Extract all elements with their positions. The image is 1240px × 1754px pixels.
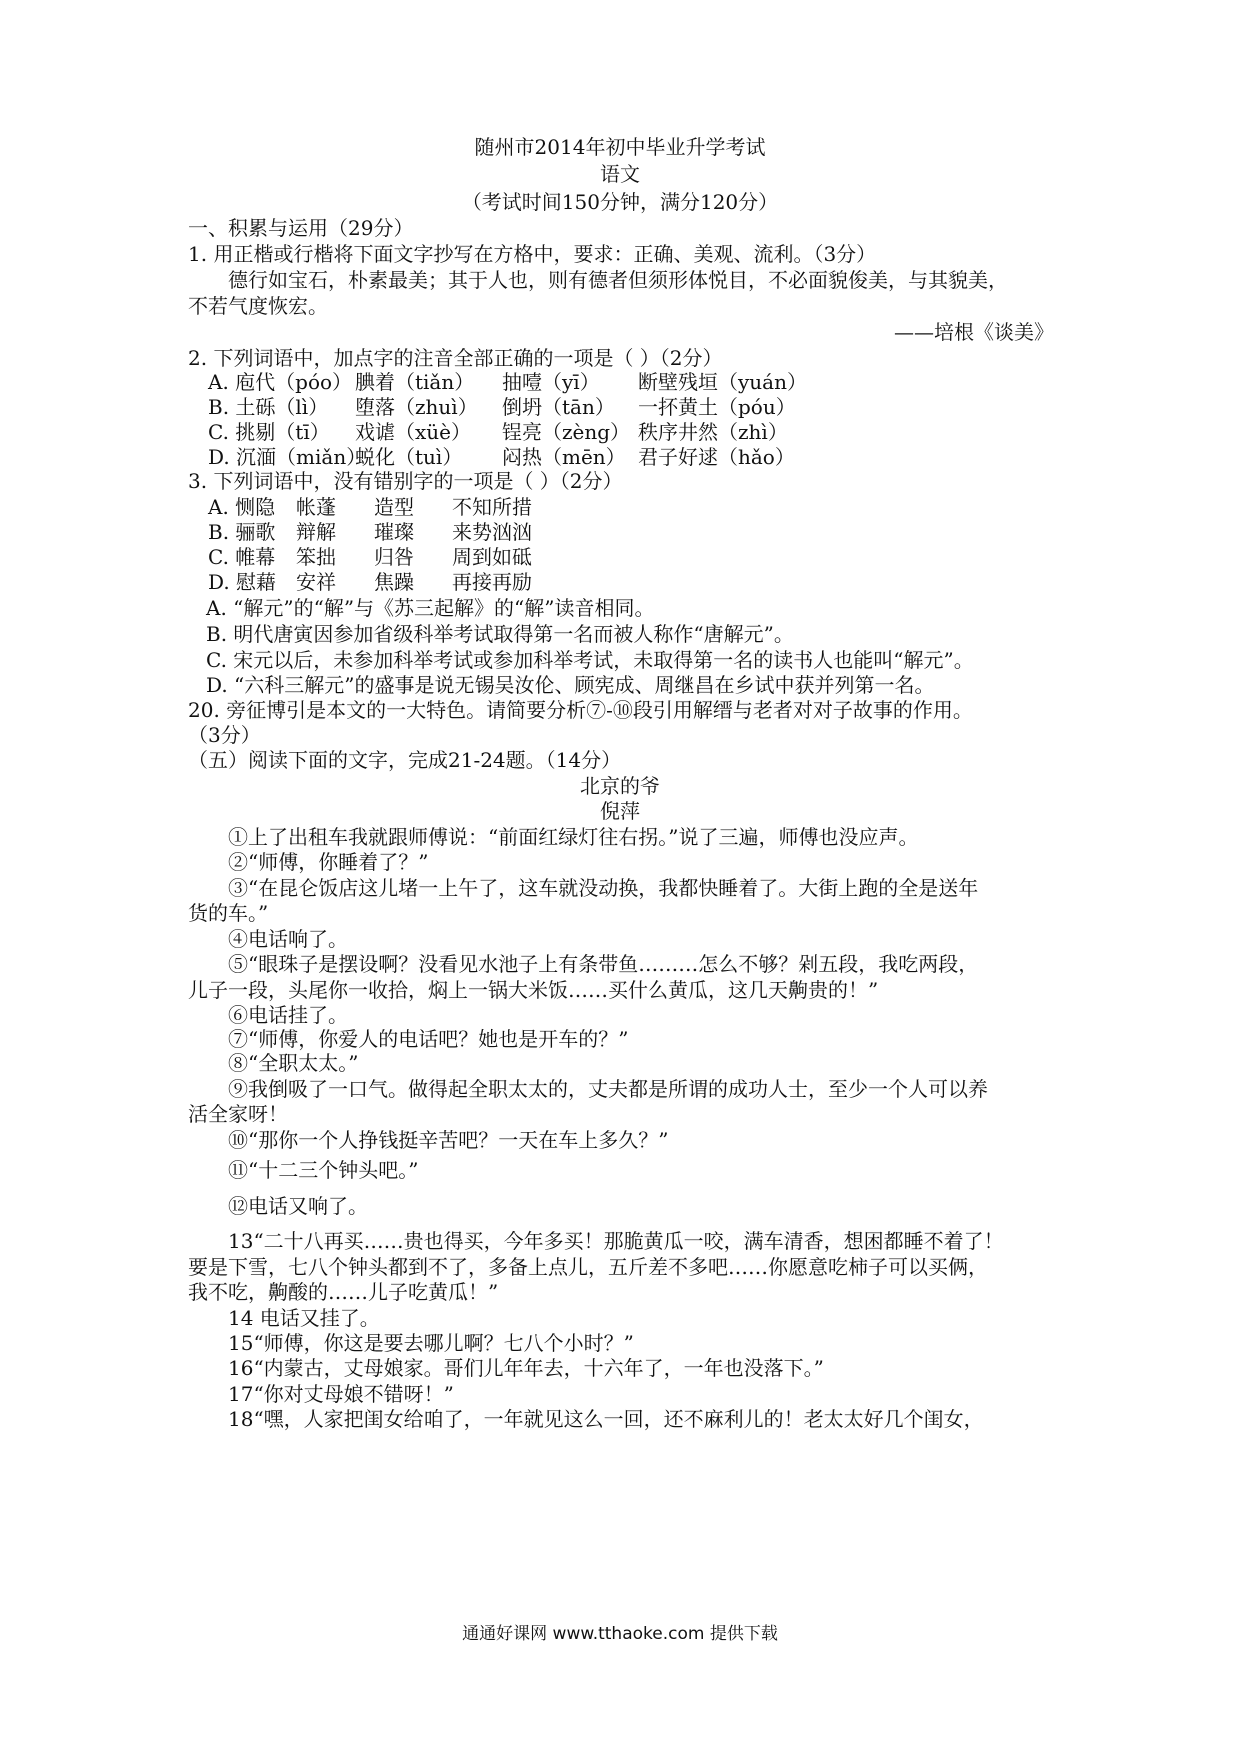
paragraph: ①上了出租车我就跟师傅说：“前面红绿灯往右拐。”说了三遍，师傅也没应声。: [228, 825, 919, 849]
paragraph: 17“你对丈母娘不错呀！”: [228, 1382, 454, 1406]
q19-option-b: B. 明代唐寅因参加省级科举考试取得第一名而被人称作“唐解元”。: [206, 622, 794, 646]
option-word: 锃亮（zèng）: [502, 420, 631, 444]
option-word: 笨拙: [296, 545, 336, 569]
option-a: A. 恻隐: [208, 495, 276, 519]
paragraph: ⑩“那你一个人挣钱挺辛苦吧？一天在车上多久？”: [228, 1128, 669, 1152]
paragraph: ③“在昆仑饭店这儿堵一上午了，这车就没动换，我都快睡着了。大街上跑的全是送年: [228, 876, 979, 900]
option-word: 断壁残垣（yuán）: [638, 370, 807, 394]
option-word: 归咎: [374, 545, 414, 569]
option-word: 安祥: [296, 570, 336, 594]
option-word: 焦躁: [374, 570, 414, 594]
paragraph: 16“内蒙古，丈母娘家。哥们儿年年去，十六年了，一年也没落下。”: [228, 1356, 824, 1380]
option-word: 周到如砥: [452, 545, 532, 569]
paragraph: 我不吃，齁酸的……儿子吃黄瓜！”: [188, 1280, 499, 1304]
section-5-heading: （五）阅读下面的文字，完成21-24题。（14分）: [188, 748, 622, 772]
question-1-stem: 1. 用正楷或行楷将下面文字抄写在方格中，要求：正确、美观、流利。（3分）: [188, 242, 877, 266]
article-author: 倪萍: [600, 799, 640, 823]
paragraph: ⑫电话又响了。: [228, 1194, 368, 1218]
question-1-source: ——培根《谈美》: [894, 320, 1054, 344]
option-word: 造型: [374, 495, 414, 519]
paragraph: 18“嘿，人家把闺女给咱了，一年就见这么一回，还不麻利儿的！老太太好几个闺女，: [228, 1407, 984, 1431]
paragraph: ⑦“师傅，你爱人的电话吧？她也是开车的？”: [228, 1027, 629, 1051]
option-word: 君子好逑（hǎo）: [638, 445, 795, 469]
page-footer: 通通好课网 www.tthaoke.com 提供下载: [462, 1624, 778, 1644]
option-d: D. 慰藉: [208, 570, 277, 594]
question-3-stem: 3. 下列词语中，没有错别字的一项是（ ）（2分）: [188, 469, 623, 493]
paragraph: 要是下雪，七八个钟头都到不了，多备上点儿，五斤差不多吧……你愿意吃柿子可以买俩，: [188, 1255, 988, 1279]
section-heading: 一、积累与运用（29分）: [188, 216, 414, 240]
paragraph: ⑪“十二三个钟头吧。”: [228, 1158, 419, 1182]
paragraph: 15“师傅，你这是要去哪儿啊？七八个小时？”: [228, 1331, 634, 1355]
option-word: 辩解: [296, 520, 336, 544]
paragraph: 14 电话又挂了。: [228, 1306, 380, 1330]
paragraph: ⑧“全职太太。”: [228, 1051, 359, 1075]
paragraph: ④电话响了。: [228, 927, 348, 951]
paragraph: 货的车。”: [188, 901, 269, 925]
paragraph: 儿子一段，头尾你一收拾，焖上一锅大米饭……买什么黄瓜，这几天齁贵的！”: [188, 978, 879, 1002]
option-word: 腆着（tiǎn）: [355, 370, 475, 394]
article-title: 北京的爷: [580, 774, 660, 798]
option-word: 一抔黄土（póu）: [638, 395, 796, 419]
exam-title: 随州市2014年初中毕业升学考试: [474, 135, 766, 159]
option-word: 秩序井然（zhì）: [638, 420, 788, 444]
q19-option-c: C. 宋元以后，未参加科举考试或参加科举考试，未取得第一名的读书人也能叫“解元”。: [206, 648, 974, 672]
option-word: 堕落（zhuì）: [355, 395, 478, 419]
exam-subject: 语文: [600, 162, 640, 186]
option-word: 倒坍（tān）: [502, 395, 615, 419]
paragraph: ②“师傅，你睡着了？”: [228, 850, 429, 874]
question-20-stem: 20. 旁征博引是本文的一大特色。请简要分析⑦-⑩段引用解缙与老者对对子故事的作用。: [188, 698, 973, 722]
exam-note: （考试时间150分钟，满分120分）: [461, 190, 779, 214]
option-word: 帐蓬: [296, 495, 336, 519]
question-20-score: （3分）: [188, 723, 261, 747]
paragraph: 活全家呀！: [188, 1102, 288, 1126]
option-word: 戏谑（xüè）: [355, 420, 471, 444]
option-d: D. 沉湎（miǎn）: [208, 445, 367, 469]
question-2-stem: 2. 下列词语中，加点字的注音全部正确的一项是（ ）（2分）: [188, 346, 723, 370]
option-word: 再接再励: [452, 570, 532, 594]
paragraph: ⑤“眼珠子是摆设啊？没看见水池子上有条带鱼………怎么不够？剁五段，我吃两段，: [228, 952, 979, 976]
option-word: 不知所措: [452, 495, 532, 519]
option-word: 来势汹汹: [452, 520, 532, 544]
paragraph: ⑥电话挂了。: [228, 1003, 348, 1027]
option-a: A. 庖代（póo）: [208, 370, 353, 394]
option-word: 抽噎（yī）: [502, 370, 600, 394]
option-word: 璀璨: [374, 520, 414, 544]
q19-option-d: D. “六科三解元”的盛事是说无锡吴汝伦、顾宪成、周继昌在乡试中获并列第一名。: [206, 673, 935, 697]
paragraph: ⑨我倒吸了一口气。做得起全职太太的，丈夫都是所谓的成功人士，至少一个人可以养: [228, 1077, 988, 1101]
option-word: 闷热（mēn）: [502, 445, 626, 469]
q19-option-a: A. “解元”的“解”与《苏三起解》的“解”读音相同。: [206, 596, 655, 620]
option-b: B. 骊歌: [208, 520, 276, 544]
option-b: B. 土砾（lì）: [208, 395, 329, 419]
option-c: C. 帷幕: [208, 545, 276, 569]
option-word: 蜕化（tuì）: [355, 445, 463, 469]
paragraph: 13“二十八再买……贵也得买，今年多买！那脆黄瓜一咬，满车清香，想困都睡不着了！: [228, 1229, 1004, 1253]
question-1-text: 德行如宝石，朴素最美；其于人也，则有德者但须形体悦目，不必面貌俊美，与其貌美，: [228, 268, 1008, 292]
question-1-text: 不若气度恢宏。: [188, 294, 328, 318]
option-c: C. 挑剔（tī）: [208, 420, 330, 444]
